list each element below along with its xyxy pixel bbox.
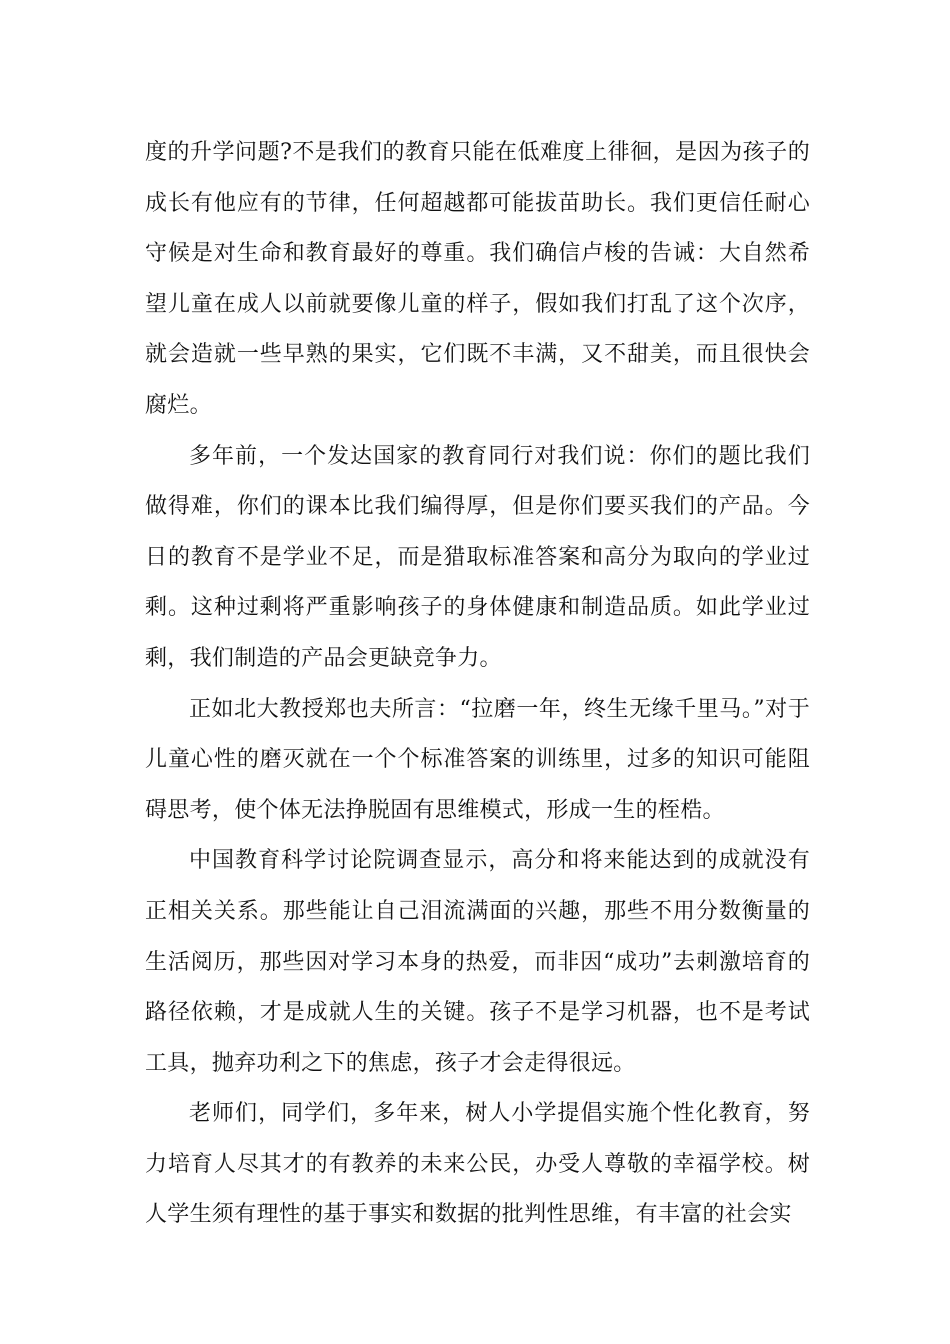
paragraph: 老师们，同学们，多年来，树人小学提倡实施个性化教育，努力培育人尽其才的有教养的未来公民，办受人尊敬的幸福学校。树人学生须有理性的基于事实和数据的批判性思维，有丰富的社会实 bbox=[145, 1101, 810, 1228]
paragraph: 正如北大教授郑也夫所言：“拉磨一年，终生无缘千里马。”对于儿童心性的磨灭就在一个个标准答案的训练里，过多的知识可能阻碍思考，使个体无法挣脱固有思维模式，形成一生的桎梏。 bbox=[145, 696, 810, 823]
paragraph: 多年前，一个发达国家的教育同行对我们说：你们的题比我们做得难，你们的课本比我们编得厚，但是你们要买我们的产品。今日的教育不是学业不足，而是猎取标准答案和高分为取向的学业过剩。这种过剩将严重影响孩子的身体健康和制造品质。如此学业过剩，我们制造的产品会更缺竞争力。 bbox=[145, 443, 810, 671]
document-body bbox=[145, 128, 810, 1241]
paragraph-continuation: 度的升学问题?不是我们的教育只能在低难度上徘徊，是因为孩子的成长有他应有的节律，任何超越都可能拔苗助长。我们更信任耐心守候是对生命和教育最好的尊重。我们确信卢梭的告诫：大自然希望儿童在成人以前就要像儿童的样子，假如我们打乱了这个次序，就会造就一些早熟的果实，它们既不丰满，又不甜美，而且很快会腐烂。 bbox=[145, 140, 810, 418]
paragraph: 中国教育科学讨论院调查显示，高分和将来能达到的成就没有正相关关系。那些能让自己泪流满面的兴趣，那些不用分数衡量的生活阅历，那些因对学习本身的热爱，而非因“成功”去刺激培育的路径依赖，才是成就人生的关键。孩子不是学习机器，也不是考试工具，抛弃功利之下的焦虑，孩子才会走得很远。 bbox=[145, 848, 810, 1076]
